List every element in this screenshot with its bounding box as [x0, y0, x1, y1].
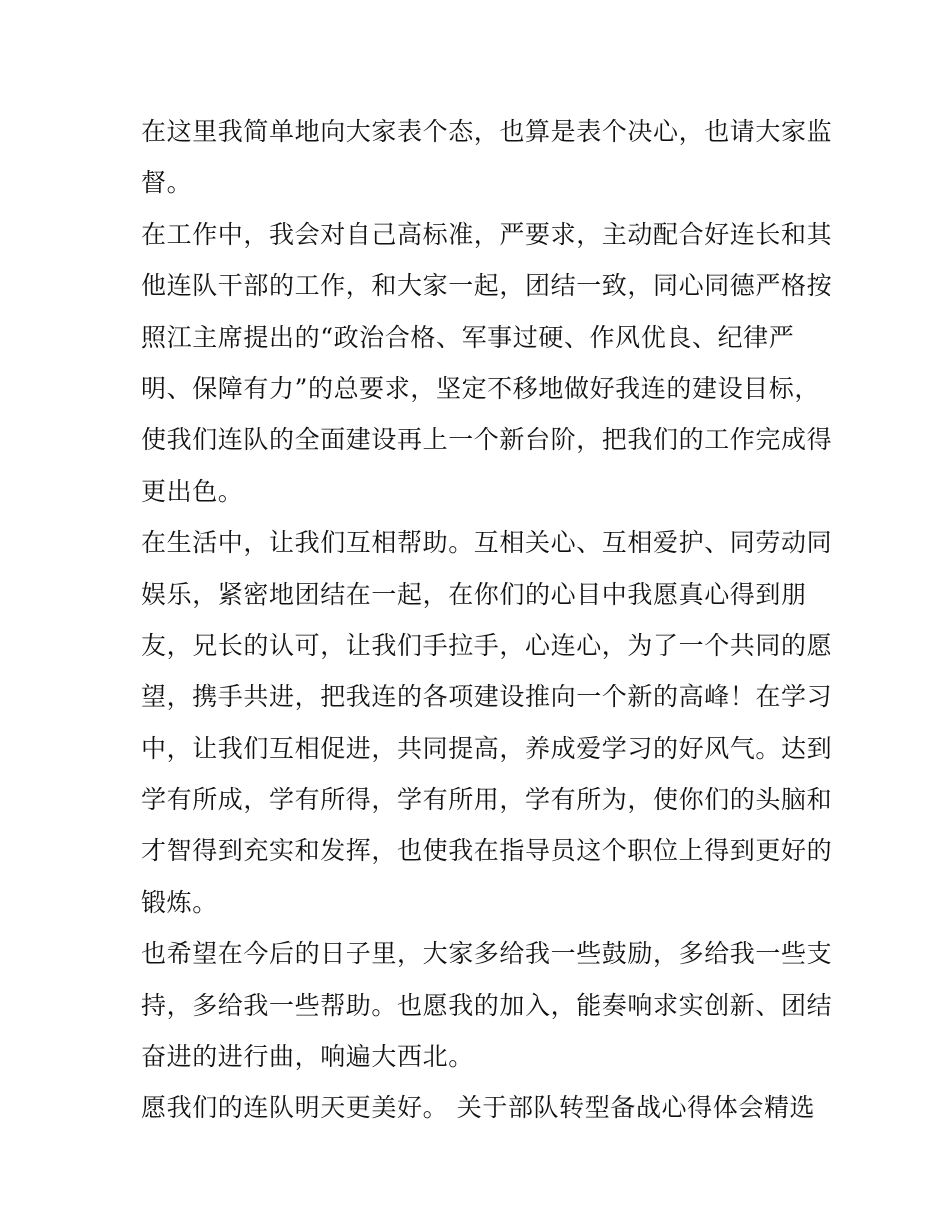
text-line: 在这里我简单地向大家表个态，也算是表个决心，也请大家监: [141, 117, 833, 146]
text-line: 更出色。: [141, 476, 244, 506]
text-line: 学有所成，学有所得，学有所用，学有所为，使你们的头脑和: [141, 785, 833, 815]
text-line: 他连队干部的工作，和大家一起，团结一致，同心同德严格按: [141, 271, 833, 301]
text-line: 明、保障有力”的总要求，坚定不移地做好我连的建设目标，: [141, 373, 820, 403]
text-line: 也希望在今后的日子里，大家多给我一些鼓励，多给我一些支: [141, 939, 833, 969]
text-line: 照江主席提出的“政治合格、军事过硬、作风优良、纪律严: [141, 322, 795, 352]
text-line: 中，让我们互相促进，共同提高，养成爱学习的好风气。达到: [141, 733, 833, 763]
text-line: 才智得到充实和发挥，也使我在指导员这个职位上得到更好的: [141, 836, 833, 866]
text-line: 友，兄长的认可，让我们手拉手，心连心，为了一个共同的愿: [141, 630, 833, 660]
text-line: 在工作中，我会对自己高标准，严要求，主动配合好连长和其: [141, 219, 833, 249]
text-line: 使我们连队的全面建设再上一个新台阶，把我们的工作完成得: [141, 425, 833, 455]
text-line: 奋进的进行曲，响遍大西北。: [141, 1042, 474, 1072]
text-line: 望，携手共进，把我连的各项建设推向一个新的高峰！在学习: [141, 682, 833, 712]
text-line: 娱乐，紧密地团结在一起，在你们的心目中我愿真心得到朋: [141, 579, 807, 609]
text-line: 锻炼。: [141, 887, 218, 917]
text-line: 督。: [141, 168, 193, 198]
text-line: 持，多给我一些帮助。也愿我的加入，能奏响求实创新、团结: [141, 990, 833, 1020]
text-line: 在生活中，让我们互相帮助。互相关心、互相爱护、同劳动同: [141, 528, 833, 558]
text-line: 愿我们的连队明天更美好。 关于部队转型备战心得体会精选: [141, 1093, 816, 1123]
body-text: [141, 106, 833, 1134]
